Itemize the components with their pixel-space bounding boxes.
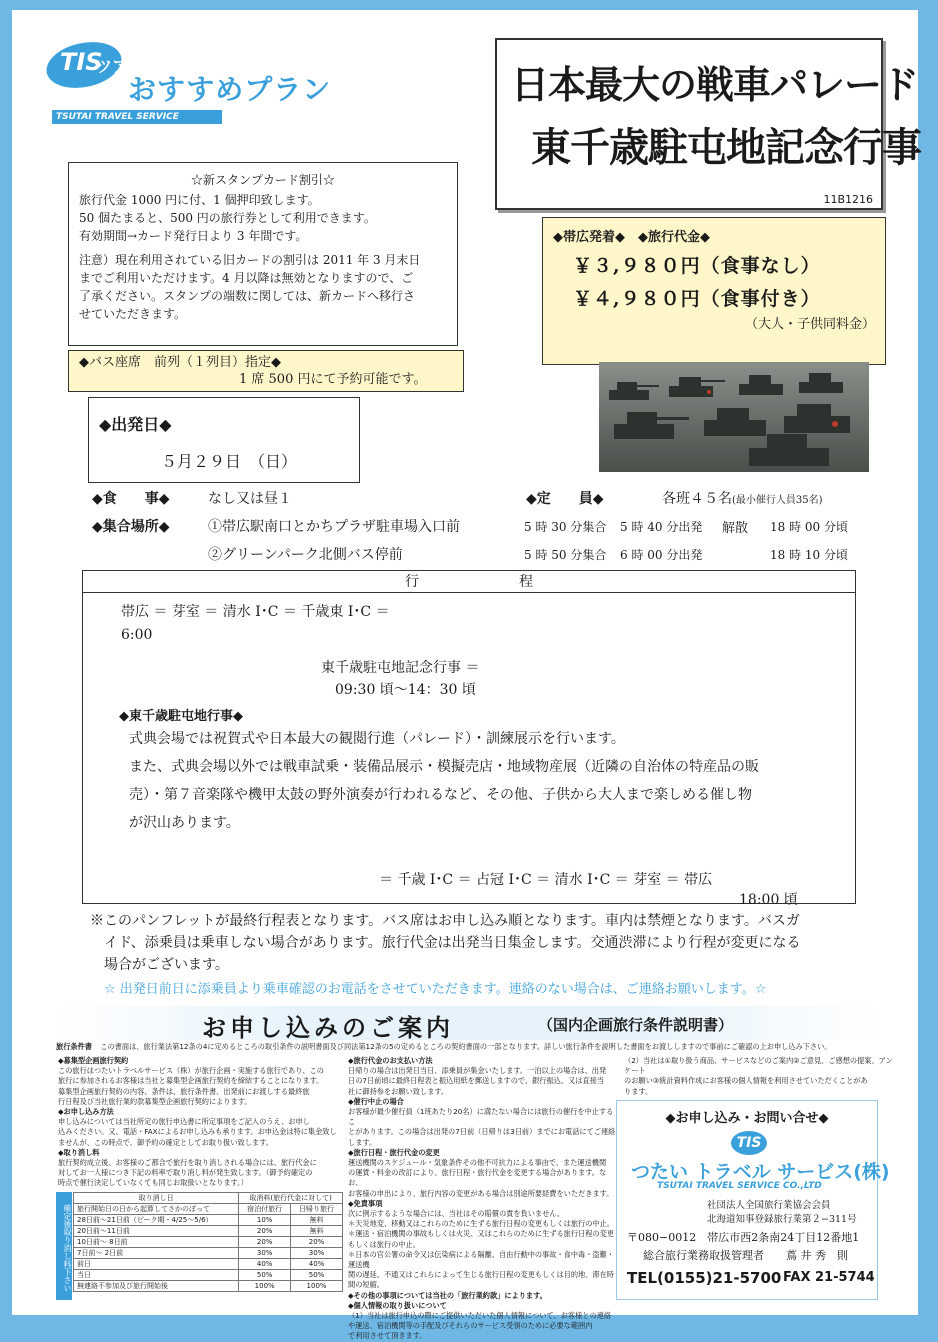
cond-heading: ◆旅行代金のお支払い方法 — [348, 1056, 433, 1065]
title-box — [495, 38, 921, 210]
cond-line: や運送、宿泊機関等の手配及びそれらのサービス受領のために必要な範囲内 — [348, 1321, 593, 1331]
cond-line: のお願い③統計資料作成にお客様の個人情報を利用させていただくことがあ — [624, 1076, 868, 1086]
meeting-dismiss: 18 時 10 分頃 — [770, 548, 848, 562]
cancel-cell: 10% — [239, 1215, 291, 1226]
notice-line: イド、添乗員は乗車しない場合があります。旅行代金は出発当日集金します。交通渋滞により行程が変更になる — [104, 935, 801, 951]
cond-line: ＊日本の官公署の命令又は伝染病による隔離、自由行動中の事故・食中毒・盗難・運送機 — [348, 1249, 614, 1270]
cond-line: 込みください。又、電話・FAXによるお申し込みも承ります。お申込金は特に集金致し — [58, 1127, 337, 1137]
cond-heading: ◆その他の事項については当社の「旅行業約款」によります。 — [348, 1290, 547, 1300]
cancel-cell: 10日前～ 8日前 — [74, 1237, 239, 1248]
title-line1: 日本最大の戦車パレード — [511, 63, 919, 107]
application-banner — [54, 1006, 884, 1040]
itinerary-box — [82, 570, 856, 908]
cancel-cell: 当日 — [74, 1270, 239, 1281]
itinerary-time-depart: 6:00 — [121, 627, 153, 643]
tank-parade-photo — [599, 362, 869, 472]
title-line2: 東千歳駐屯地記念行事 — [531, 125, 921, 171]
cond-line: で利用させて頂きます。 — [348, 1331, 427, 1341]
cancel-cell: 30% — [239, 1248, 291, 1259]
table-row — [74, 1204, 343, 1215]
logo-company-bar: TSUTAI TRAVEL SERVICE — [52, 110, 222, 124]
cond-line: 時点で催行決定していなくても同じお取扱いとなります。） — [58, 1178, 248, 1188]
meeting-dismiss-label: 解散 — [722, 521, 749, 536]
notice — [90, 910, 880, 976]
table-row — [74, 1248, 343, 1259]
conditions-intro-text: この書面は、旅行業法第12条の4に定めるところの取引条件の説明書面及び同法第12条の5の定めるところの契約書面の一部となります。詳しい旅行条件を説明した書面をお渡ししますので事前にご確認の上お申し込み下さい。 — [100, 1042, 832, 1051]
meeting-dismiss: 18 時 00 分頃 — [770, 520, 848, 534]
stamp-card-heading: ☆新スタンプカード割引☆ — [191, 173, 335, 187]
cond-line: 運送機関のスケジュール・気象条件その他不可抗力による事由で、また運送機関 — [348, 1158, 607, 1168]
brand-logo — [34, 32, 374, 132]
cond-heading: ◆お申し込み方法 — [58, 1107, 114, 1117]
cond-line: この旅行はつたいトラベルサービス（株）が旅行企画・実施する旅行であり、この — [58, 1066, 324, 1076]
cond-line: とがあります。この場合は出発の7日前（日帰りは3日前）までにお電話にてご連絡します。 — [348, 1127, 616, 1147]
itinerary-desc-line: 売）・第７音楽隊や機甲太鼓の野外演奏が行われるなど、その他、子供から大人まで楽しめる催し物 — [129, 787, 752, 803]
cancel-cell: 無料 — [291, 1226, 343, 1237]
stamp-card-line: 旅行代金 1000 円に付、1 個押印致します。 — [79, 193, 320, 207]
notice-line: 場合がございます。 — [104, 957, 229, 973]
cond-line: 申し込みについては当社所定の旅行申込書に所定事項をご記入のうえ、お申し — [58, 1117, 310, 1127]
itinerary-header-b: 程 — [519, 574, 533, 590]
cond-line: お客様が最少催行員（1班あたり20名）に満たない場合には旅行の催行を中止するこ — [348, 1107, 614, 1127]
cond-heading: ◆免責事項 — [348, 1198, 383, 1208]
cancel-side-text: 確定後取り消し料 — [63, 1204, 72, 1268]
departure-label: ◆出発日◆ — [99, 415, 172, 434]
cancel-table — [73, 1192, 343, 1292]
cond-line: 日の7日前頃に最終日程表と振込用紙を郵送しますので、銀行振込、又は直接当 — [348, 1076, 604, 1086]
application-title: お申し込みのご案内 — [202, 1014, 454, 1042]
capacity-note: (最小催行人員35名) — [732, 495, 823, 506]
cancel-cell: 20% — [291, 1237, 343, 1248]
price-no-meal: ￥３,９８０円（食事なし） — [573, 255, 821, 277]
cancel-side-label — [56, 1192, 72, 1300]
cancel-subheader: 宿泊付旅行 — [239, 1204, 291, 1215]
bus-seat-heading: ◆バス座席 前列（１列目）指定◆ — [79, 355, 281, 370]
cancel-cell: 前日 — [74, 1259, 239, 1270]
cond-line: もしくは旅行の中止。 — [348, 1239, 420, 1249]
cond-heading: ◆取り消し料 — [58, 1147, 100, 1157]
cond-line: ります。 — [624, 1086, 653, 1096]
contact-tel: TEL(0155)21-5700 — [627, 1269, 782, 1287]
stamp-card-box — [68, 162, 458, 346]
cancel-cell: 無料 — [291, 1215, 343, 1226]
table-row — [74, 1237, 343, 1248]
cancel-cell: 無連絡不参加及び旅行開始後 — [74, 1281, 239, 1292]
itinerary-event-time: 09:30 頃～14：30 頃 — [335, 682, 476, 698]
conditions-col3 — [624, 1056, 896, 1097]
cond-line: 行日程及び当社旅行業約款募集型企画旅行契約によります。 — [58, 1096, 252, 1106]
bus-seat-box — [68, 350, 464, 392]
cond-line: 関の遅延、不通又はこれらによって生じる旅行日程の変更もしくは目的地、滞在時間の短縮。 — [348, 1270, 614, 1290]
meal-value: なし又は昼１ — [208, 491, 292, 507]
cancel-cell: 100% — [239, 1281, 291, 1292]
price-with-meal: ￥４,９８０円（食事付き） — [573, 288, 821, 310]
contact-manager: 総合旅行業務取扱管理者 蔦 井 秀 則 — [643, 1249, 848, 1262]
contact-heading: ◆お申し込み・お問い合せ◆ — [665, 1111, 829, 1126]
itinerary-desc — [129, 725, 849, 837]
meeting-gather: 5 時 30 分集合 — [524, 520, 607, 534]
contact-address: 〒080−0012 帯広市西2条南24丁目12番地1 — [627, 1231, 860, 1244]
meeting-place: ②グリーンパーク北側バス停前 — [208, 547, 403, 563]
cancel-side-text2: 下さい — [63, 1268, 72, 1292]
conditions-intro-label: 旅行条件書 — [56, 1042, 92, 1051]
itinerary-event: 東千歳駐屯地記念行事 ＝ — [321, 660, 480, 676]
itinerary-route-return: ＝ 千歳 I･C ＝ 占冠 I･C ＝ 清水 I･C ＝ 芽室 ＝ 帯広 — [379, 872, 713, 888]
contact-logo: TIS — [731, 1131, 767, 1155]
contact-membership: 社団法人全国旅行業協会会員 — [707, 1200, 831, 1211]
contact-fax: FAX 21-5744 — [783, 1270, 875, 1285]
cancel-cell: 100% — [291, 1281, 343, 1292]
itinerary-header-a: 行 — [405, 574, 419, 590]
cancel-cell: 50% — [291, 1270, 343, 1281]
stamp-card-note: 了承ください。スタンプの端数に関しては、新カードへ移行さ — [79, 289, 416, 303]
logo-badge-suffix: ツアー — [96, 57, 144, 76]
cond-line: （1）当社は旅行申込の際にご提供いただいた個人情報について、お客様との連絡 — [348, 1311, 612, 1321]
itinerary-desc-heading: ◆東千歳駐屯地行事◆ — [119, 709, 243, 724]
stamp-card-line: 有効期間→カード発行日より 3 年間です。 — [79, 229, 308, 243]
logo-badge: TIS — [60, 48, 103, 76]
stamp-card-line: 50 個たまると、500 円の旅行券として利用できます。 — [79, 211, 376, 225]
cancel-cell: 30% — [291, 1248, 343, 1259]
cancel-cell: 28日前～21日前（ピーク期・4/25～5/6） — [74, 1215, 239, 1226]
cancel-cell: 7日前～ 2日前 — [74, 1248, 239, 1259]
cancel-cell: 20% — [239, 1226, 291, 1237]
capacity-value — [662, 488, 823, 508]
price-note: （大人・子供同料金） — [744, 317, 875, 332]
cancel-header-rate: 取消料(旅行代金に対して) — [239, 1193, 343, 1204]
cond-line: お客様の申出により、旅行内容の変更がある場合は別途所要経費をいただきます。 — [348, 1188, 614, 1198]
cond-line: 社に御持参をお願い致します。 — [348, 1086, 449, 1096]
stamp-card-note: までご利用いただけます。4 月以降は無効となりますので、ご — [79, 271, 414, 285]
cond-line: 対してお一人様につき下記の料率で取り消し料が発生致します。（御予約確定の — [58, 1168, 313, 1178]
table-row — [74, 1270, 343, 1281]
meeting-place: ①帯広駅南口とかちプラザ駐車場入口前 — [208, 519, 460, 535]
itinerary-desc-line: が沢山あります。 — [129, 815, 240, 831]
cond-line: 旅行契約成立後、お客様のご都合で旅行を取り消しされる場合には、旅行代金に — [58, 1158, 317, 1168]
cond-heading: ◆個人情報の取り扱いについて — [348, 1300, 447, 1310]
itinerary-desc-line: 式典会場では祝賀式や日本最大の観閲行進（パレード）・訓練展示を行います。 — [129, 731, 625, 747]
cancel-subheader: 旅行開始日の日から起算してさかのぼって — [74, 1204, 239, 1215]
table-row — [74, 1226, 343, 1237]
price-header: ◆帯広発着◆ ◆旅行代金◆ — [553, 230, 710, 245]
cond-heading: ◆募集型企画旅行契約 — [58, 1056, 129, 1065]
contact-membership: 北海道知事登録旅行業第２−311号 — [707, 1214, 857, 1225]
logo-tagline: おすすめプラン — [128, 73, 332, 106]
cond-line: 日帰りの場合は出発日当日、添乗員が集金いたします。一泊以上の場合は、出発 — [348, 1066, 607, 1076]
departure-box — [88, 397, 360, 483]
departure-date: ５月２９日 （日） — [161, 452, 298, 471]
contact-box — [616, 1100, 890, 1300]
meeting-gather: 5 時 50 分集合 — [524, 548, 607, 562]
meal-label: ◆食 事◆ — [92, 491, 170, 507]
contact-company-en: TSUTAI TRAVEL SERVICE CO.,LTD — [657, 1181, 822, 1191]
stamp-card-note: せていただきます。 — [79, 307, 187, 321]
itinerary-route-outbound: 帯広 ＝ 芽室 ＝ 清水 I･C ＝ 千歳東 I･C ＝ — [121, 604, 390, 620]
notice-line: ※このパンフレットが最終行程表となります。バス席はお申し込み順となります。車内は禁煙となります。バスガ — [90, 913, 800, 929]
cond-line: ＊天災地変、移動又はこれらのために生ずる旅行日程の変更もしくは旅行の中止。 — [348, 1219, 614, 1229]
confirm-call-notice: ☆ 出発日前日に添乗員より乗車確認のお電話をさせていただきます。連絡のない場合は、ご連絡お願いします。☆ — [104, 982, 767, 997]
cancel-cell: 50% — [239, 1270, 291, 1281]
cond-heading: ◆旅行日程・旅行代金の変更 — [348, 1147, 440, 1157]
meeting-depart: 6 時 00 分出発 — [620, 548, 703, 562]
cancel-cell: 40% — [291, 1259, 343, 1270]
cond-line: 次に例示するような場合には、当社はその賠償の責を負いません。 — [348, 1209, 565, 1219]
table-row — [74, 1215, 343, 1226]
cond-line: ＊運送・宿泊機関の事故もしくは火災、又はこれらのために生ずる旅行日程の変更 — [348, 1229, 614, 1239]
itinerary-desc-line: また、式典会場以外では戦車試乗・装備品展示・模擬売店・地域物産展（近隣の自治体の特産品の販 — [129, 759, 759, 775]
title-code: 11B1216 — [823, 193, 873, 206]
itinerary-header — [83, 571, 855, 593]
meeting-depart: 5 時 40 分出発 — [620, 520, 703, 534]
cancel-cell: 20日前～11日前 — [74, 1226, 239, 1237]
cond-line: 旅行に参加されるお客様は当社と募集型企画旅行契約を締結することになります。 — [58, 1076, 324, 1086]
meeting-label: ◆集合場所◆ — [92, 519, 170, 535]
conditions-col1 — [58, 1056, 342, 1189]
conditions-col2 — [348, 1056, 620, 1342]
conditions-intro — [56, 1042, 886, 1052]
capacity-label: ◆定 員◆ — [526, 491, 604, 507]
cancel-subheader: 日帰り旅行 — [291, 1204, 343, 1215]
table-row — [74, 1281, 343, 1292]
application-subtitle: （国内企画旅行条件説明書） — [538, 1016, 734, 1034]
price-box — [542, 217, 886, 365]
stamp-card-note: 注意）現在利用されている旧カードの割引は 2011 年 3 月末日 — [79, 253, 421, 267]
capacity-count: 各班４５名 — [662, 491, 732, 507]
cancel-cell: 20% — [239, 1237, 291, 1248]
cond-line: （2）当社は①取り扱う商品、サービスなどのご案内②ご意見、ご感想の提案、アンケート — [624, 1056, 893, 1076]
cond-line: 募集型企画旅行契約の内容、条件は、旅行条件書、出発前にお渡しする最終旅 — [58, 1086, 310, 1096]
flyer-sheet — [12, 10, 921, 1341]
cancel-cell: 40% — [239, 1259, 291, 1270]
cancel-header-date: 取り消し日 — [74, 1193, 239, 1204]
table-row — [74, 1259, 343, 1270]
cond-heading: ◆催行中止の場合 — [348, 1096, 404, 1106]
itinerary-return-time: 18:00 頃 — [739, 892, 798, 908]
cond-line: ませんが、この時点で、御予約の確定としてお取り扱い致します。 — [58, 1137, 273, 1147]
contact-company: つたい トラベル サービス(株) — [631, 1161, 890, 1183]
table-row — [74, 1193, 343, 1204]
bus-seat-price: 1 席 500 円にて予約可能です。 — [239, 372, 427, 387]
cond-line: の運賃・料金の改訂により、旅行日程・旅行代金を変更する場合があります。なお、 — [348, 1168, 607, 1188]
